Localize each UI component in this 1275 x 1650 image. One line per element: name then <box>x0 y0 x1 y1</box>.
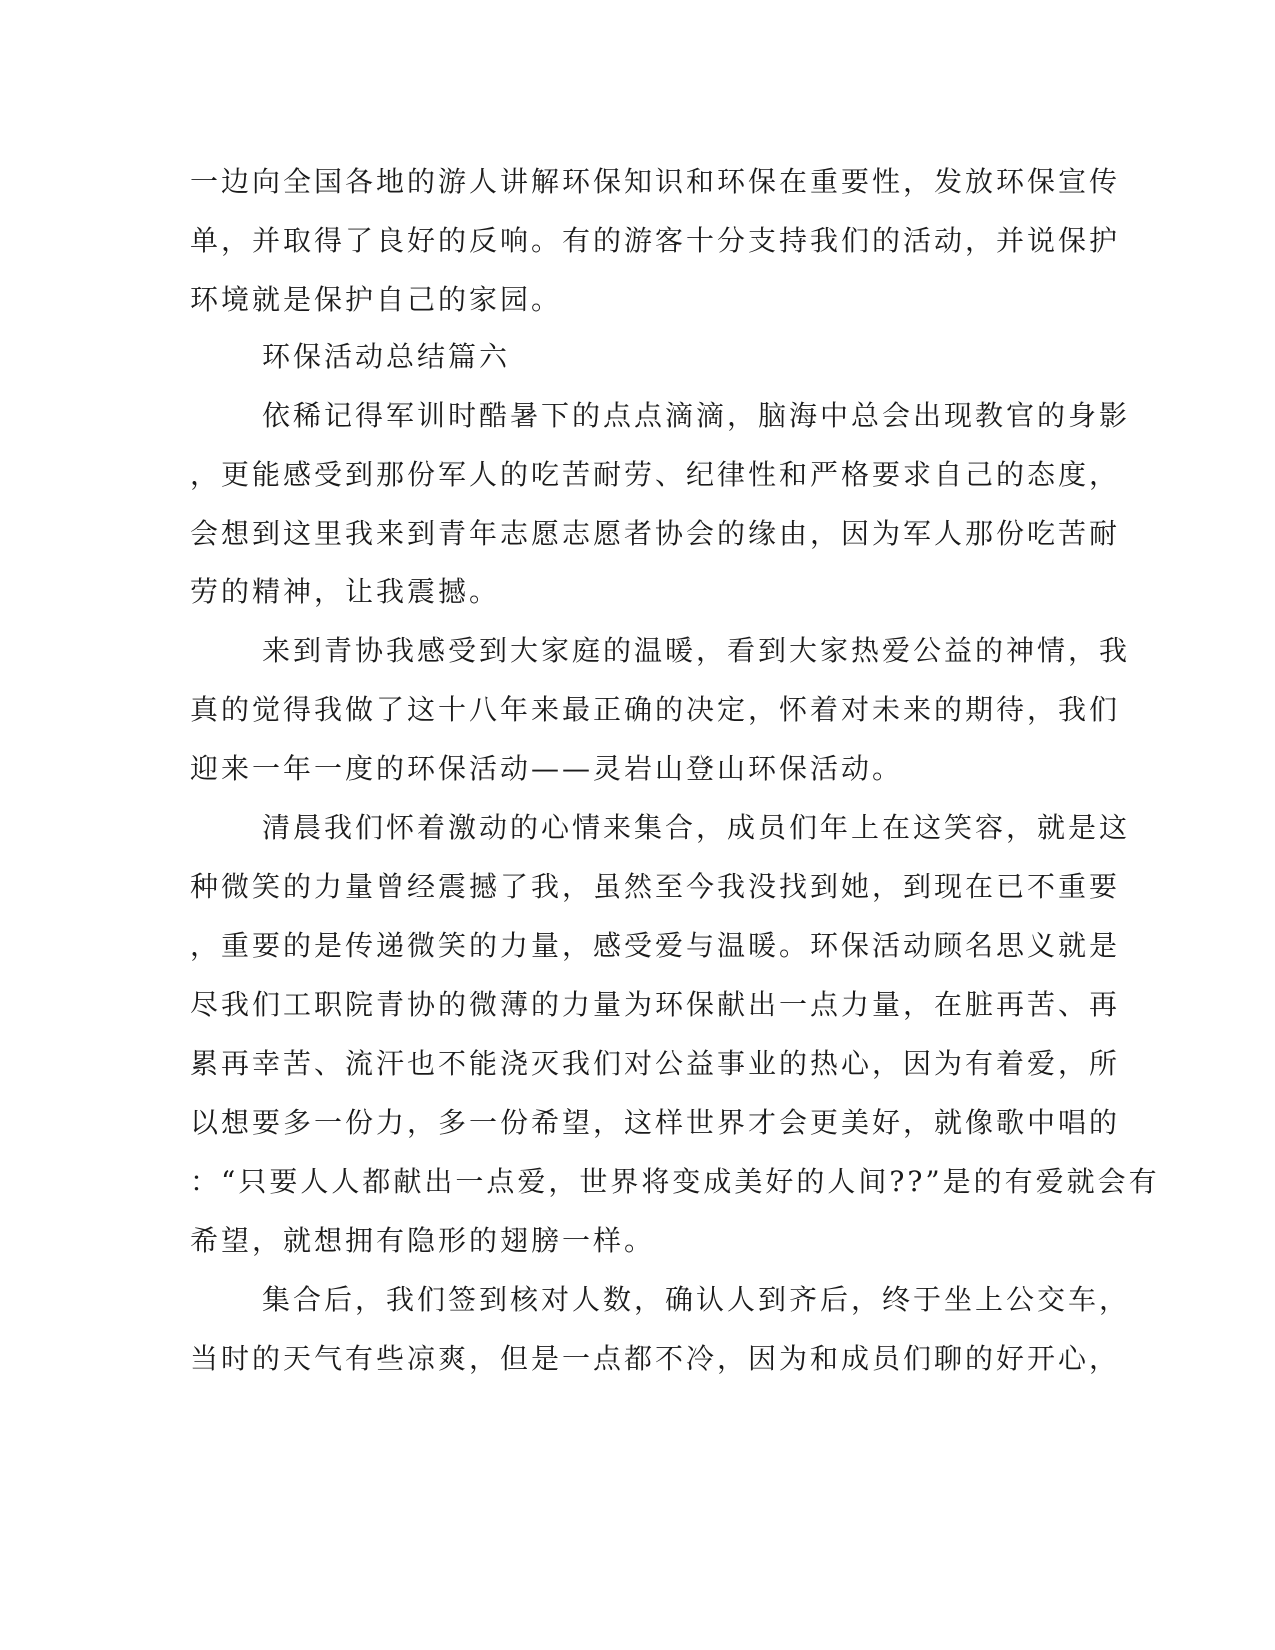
body-text-line: 环境就是保护自己的家园。 <box>190 283 563 316</box>
body-text-line: ：“只要人人都献出一点爱，世界将变成美好的人间??”是的有爱就会有 <box>190 1165 1160 1198</box>
body-text-line: ，更能感受到那份军人的吃苦耐劳、纪律性和严格要求自己的态度， <box>190 458 1121 491</box>
body-text-line: 迎来一年一度的环保活动——灵岩山登山环保活动。 <box>190 752 904 785</box>
section-heading: 环保活动总结篇六 <box>262 340 511 373</box>
body-text-line: 清晨我们怀着激动的心情来集合，成员们年上在这笑容，就是这 <box>262 811 1131 844</box>
body-text-line: 集合后，我们签到核对人数，确认人到齐后，终于坐上公交车， <box>262 1283 1131 1316</box>
body-text-line: 单，并取得了良好的反响。有的游客十分支持我们的活动，并说保护 <box>190 224 1121 257</box>
body-text-line: 种微笑的力量曾经震撼了我，虽然至今我没找到她，到现在已不重要 <box>190 870 1121 903</box>
body-text-line: 来到青协我感受到大家庭的温暖，看到大家热爱公益的神情，我 <box>262 634 1131 667</box>
body-text-line: 真的觉得我做了这十八年来最正确的决定，怀着对未来的期待，我们 <box>190 693 1121 726</box>
body-text-line: 劳的精神，让我震撼。 <box>190 575 501 608</box>
body-text-line: 依稀记得军训时酷暑下的点点滴滴，脑海中总会出现教官的身影 <box>262 399 1131 432</box>
body-text-line: 以想要多一份力，多一份希望，这样世界才会更美好，就像歌中唱的 <box>190 1106 1121 1139</box>
body-text-line: 当时的天气有些凉爽，但是一点都不冷，因为和成员们聊的好开心， <box>190 1342 1121 1375</box>
body-text-line: 累再幸苦、流汗也不能浇灭我们对公益事业的热心，因为有着爱，所 <box>190 1047 1121 1080</box>
body-text-line: 尽我们工职院青协的微薄的力量为环保献出一点力量，在脏再苦、再 <box>190 988 1121 1021</box>
body-text-line: 一边向全国各地的游人讲解环保知识和环保在重要性，发放环保宣传 <box>190 165 1121 198</box>
body-text-line: 希望，就想拥有隐形的翅膀一样。 <box>190 1224 656 1257</box>
body-text-line: ，重要的是传递微笑的力量，感受爱与温暖。环保活动顾名思义就是 <box>190 929 1121 962</box>
body-text-line: 会想到这里我来到青年志愿志愿者协会的缘由，因为军人那份吃苦耐 <box>190 517 1121 550</box>
